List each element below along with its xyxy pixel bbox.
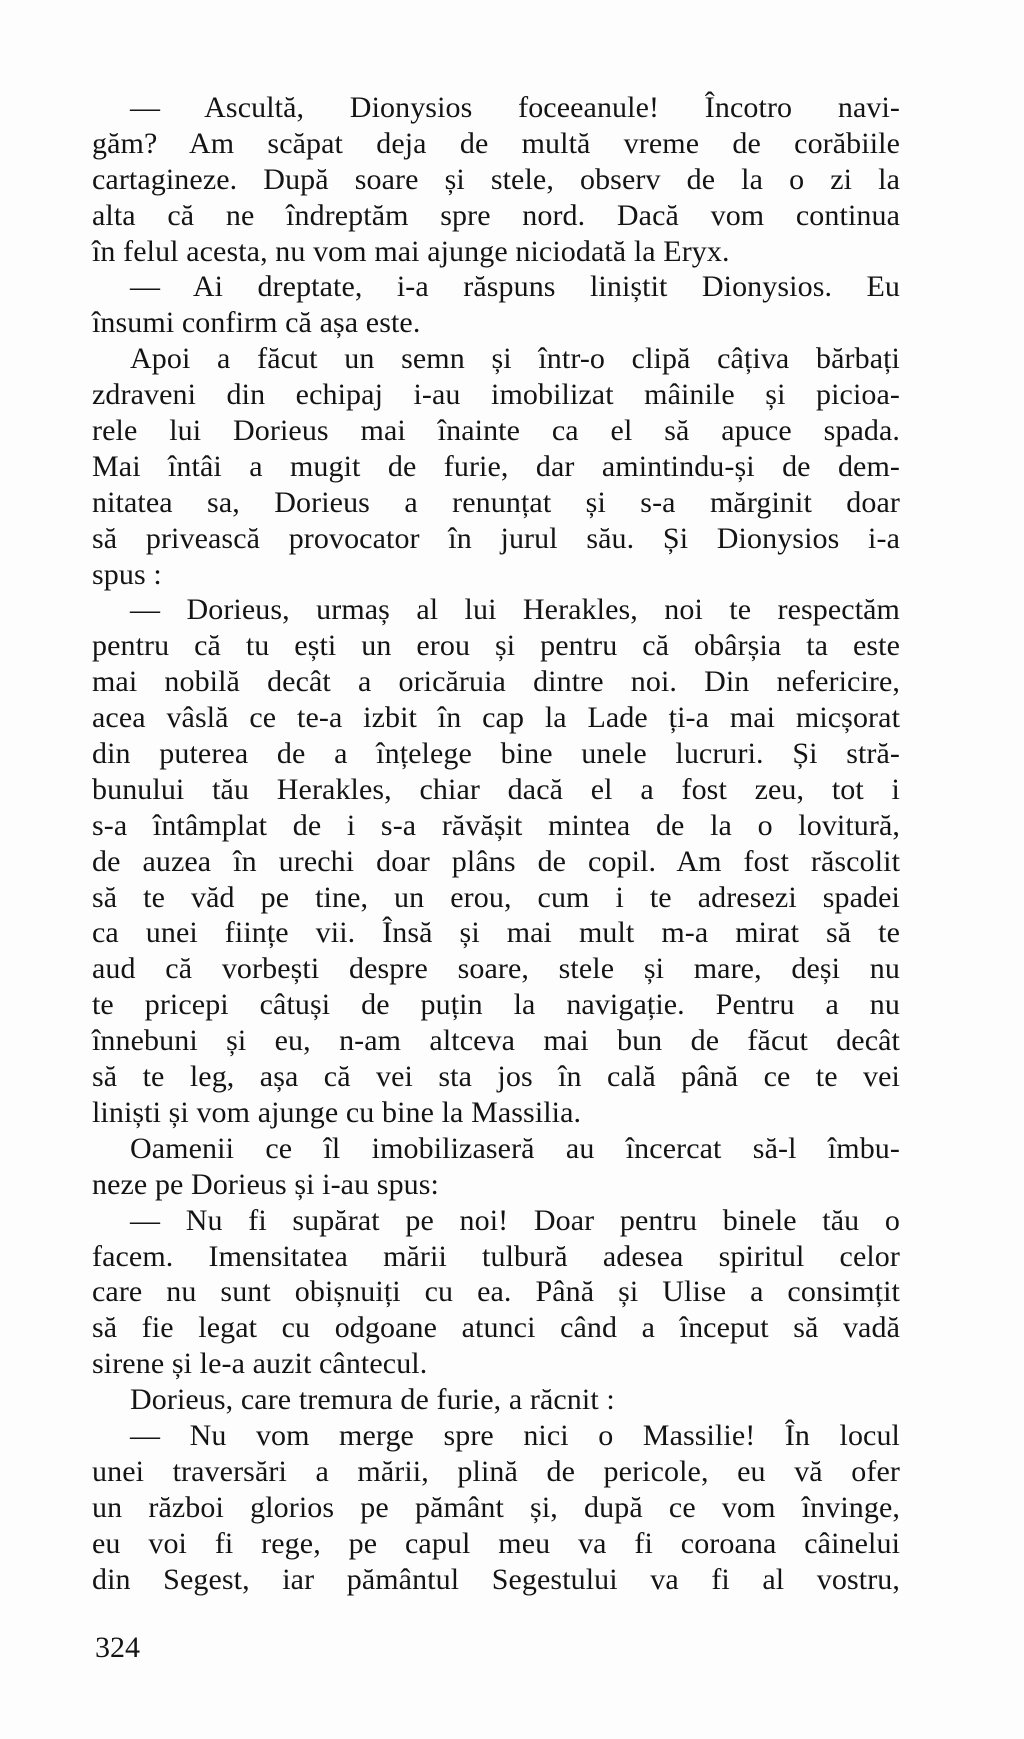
text-line: în felul acesta, nu vom mai ajunge niciodată la Eryx.	[92, 234, 730, 268]
text-line: cartagineze. După soare și stele, observ de la o zi la	[92, 162, 900, 196]
text-line: facem. Imensitatea mării tulbură adesea spiritul celor	[92, 1239, 900, 1273]
text-line: aud că vorbești despre soare, stele și mare, deși nu	[92, 952, 900, 986]
text-line: ca unei ființe vii. Însă și mai mult m-a mirat să te	[92, 916, 900, 950]
text-line: un război glorios pe pământ și, după ce vom învinge,	[92, 1490, 900, 1524]
text-line: să te leg, așa că vei sta jos în cală până ce te vei	[92, 1060, 900, 1094]
text-line: acea vâslă ce te-a izbit în cap la Lade ți-a mai micșorat	[92, 701, 900, 735]
text-line: zdraveni din echipaj i-au imobilizat mâinile și picioa-	[92, 378, 900, 412]
text-line: înnebuni și eu, n-am altceva mai bun de făcut decât	[92, 1024, 900, 1058]
text-line: care nu sunt obișnuiți cu ea. Până și Ulise a consimțit	[92, 1275, 900, 1309]
text-line: însumi confirm că așa este.	[92, 306, 421, 340]
page-number: 324	[95, 1631, 140, 1664]
text-line: te pricepi câtuși de puțin la navigație. Pentru a nu	[92, 988, 900, 1022]
text-line: neze pe Dorieus și i-au spus:	[92, 1167, 439, 1201]
text-line: — Ai dreptate, i-a răspuns liniștit Dionysios. Eu	[130, 270, 900, 304]
text-line: din puterea de a înțelege bine unele lucruri. Și stră-	[92, 737, 900, 771]
text-line: spus :	[92, 557, 162, 591]
text-line: eu voi fi rege, pe capul meu va fi coroana câinelui	[92, 1526, 900, 1560]
text-line: mai nobilă decât a oricăruia dintre noi. Din nefericire,	[92, 665, 900, 699]
text-line: — Nu vom merge spre nici o Massilie! În locul	[130, 1418, 900, 1452]
text-line: de auzea în urechi doar plâns de copil. Am fost răscolit	[92, 844, 900, 878]
text-line: Mai întâi a mugit de furie, dar amintindu-și de dem-	[92, 449, 900, 483]
text-line: din Segest, iar pământul Segestului va fi al vostru,	[92, 1562, 900, 1596]
text-line: nitatea sa, Dorieus a renunțat și s-a mărginit doar	[92, 485, 900, 519]
text-line: Apoi a făcut un semn și într-o clipă câțiva bărbați	[130, 342, 900, 376]
text-line: găm? Am scăpat deja de multă vreme de corăbiile	[92, 126, 900, 160]
text-block	[92, 90, 900, 1597]
text-line: — Ascultă, Dionysios foceeanule! Încotro navi-	[130, 91, 900, 124]
text-line: bunului tău Herakles, chiar dacă el a fost zeu, tot i	[92, 772, 900, 806]
text-line: sirene și le-a auzit cântecul.	[92, 1347, 428, 1381]
text-line: pentru că tu ești un erou și pentru că obârșia ta este	[92, 629, 900, 663]
text-line: Dorieus, care tremura de furie, a răcnit :	[130, 1383, 615, 1417]
text-line: — Nu fi supărat pe noi! Doar pentru binele tău o	[130, 1203, 900, 1237]
text-line: unei traversări a mării, plină de pericole, eu vă ofer	[92, 1454, 900, 1488]
text-line: să te văd pe tine, un erou, cum i te adresezi spadei	[92, 880, 900, 914]
text-line: liniști și vom ajunge cu bine la Massilia.	[92, 1095, 582, 1129]
text-line: Oamenii ce îl imobilizaseră au încercat să-l îmbu-	[130, 1131, 900, 1165]
text-line: să fie legat cu odgoane atunci când a început să vadă	[92, 1311, 900, 1345]
text-line: să privească provocator în jurul său. Și Dionysios i-a	[92, 521, 900, 555]
text-line: alta că ne îndreptăm spre nord. Dacă vom continua	[92, 198, 900, 232]
text-line: s-a întâmplat de i s-a răvășit mintea de la o lovitură,	[92, 808, 900, 842]
text-line: rele lui Dorieus mai înainte ca el să apuce spada.	[92, 414, 900, 448]
text-line: — Dorieus, urmaș al lui Herakles, noi te respectăm	[130, 593, 900, 627]
